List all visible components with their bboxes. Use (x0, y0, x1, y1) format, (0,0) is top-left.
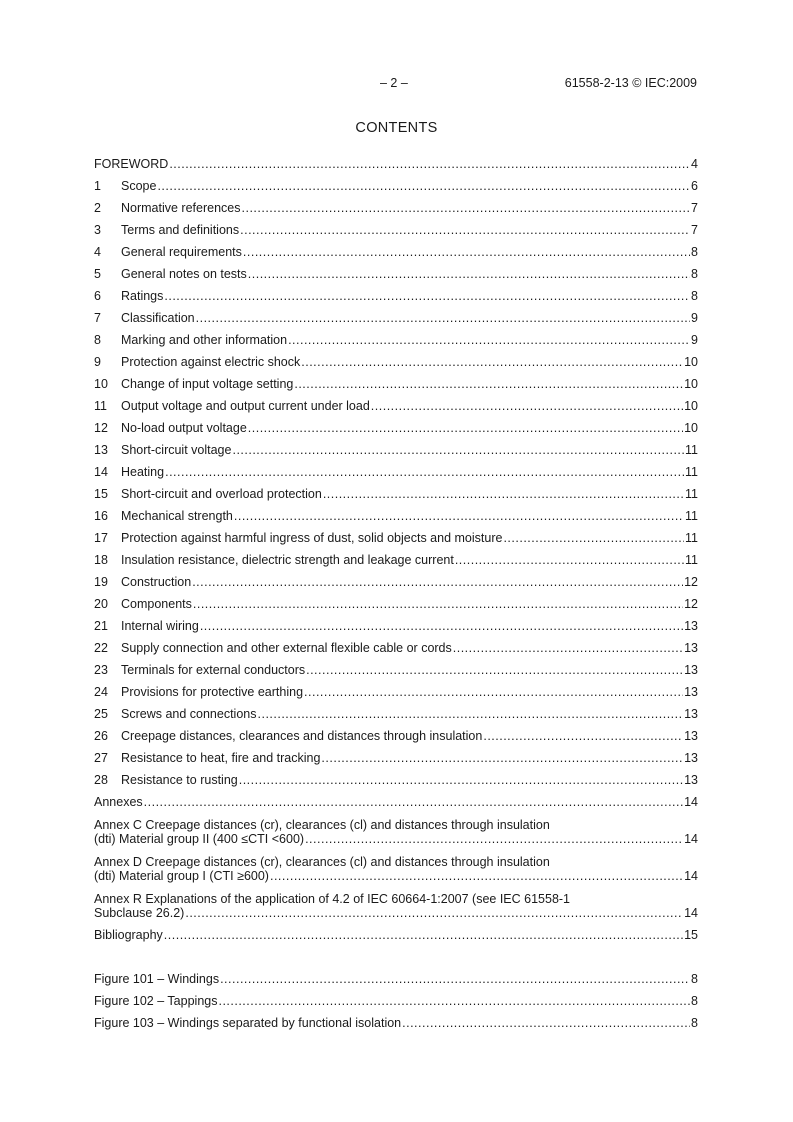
toc-entry-page: 13 (684, 685, 698, 699)
toc-entry-number: 26 (94, 729, 108, 743)
toc-entry[interactable] (94, 194, 698, 216)
toc-entry[interactable] (94, 546, 698, 568)
toc-entry-page: 13 (684, 751, 698, 765)
dot-leader (193, 597, 683, 611)
toc-entry-label: Insulation resistance, dielectric strength and leakage current (121, 553, 454, 567)
toc-entry-page: 9 (691, 311, 698, 325)
toc-entry-page: 10 (684, 377, 698, 391)
toc-entry-page: 9 (691, 333, 698, 347)
toc-entry-label: Bibliography (94, 928, 163, 942)
dot-leader (453, 641, 683, 655)
annex-entry-continuation: (dti) Material group I (CTI ≥600) (94, 869, 269, 883)
toc-entry[interactable] (94, 370, 698, 392)
dot-leader (301, 355, 683, 369)
annex-entry-continuation: (dti) Material group II (400 ≤CTI <600) (94, 832, 305, 846)
toc-entry-label: Output voltage and output current under load (121, 399, 370, 413)
toc-entry-label: Components (121, 597, 192, 611)
toc-entry-number: 8 (94, 333, 101, 347)
dot-leader (248, 421, 683, 435)
toc-entry-page: 14 (684, 832, 698, 846)
toc-entry-label: Resistance to rusting (121, 773, 238, 787)
toc-entry-page: 14 (684, 795, 698, 809)
toc-entry-page: 8 (691, 972, 698, 986)
toc-entry-label: Resistance to heat, fire and tracking (121, 751, 321, 765)
toc-entry-label: No-load output voltage (121, 421, 247, 435)
toc-entry-label: FOREWORD (94, 157, 169, 171)
toc-entry-page: 11 (685, 465, 698, 479)
toc-entry[interactable] (94, 172, 698, 194)
toc-figure-entry[interactable] (94, 1009, 698, 1031)
toc-entry-label: Protection against electric shock (121, 355, 301, 369)
toc-entry-label: Internal wiring (121, 619, 199, 633)
toc-entry-label: General requirements (121, 245, 242, 259)
dot-leader (240, 223, 690, 237)
toc-entry-number: 20 (94, 597, 108, 611)
toc-entry-number: 2 (94, 201, 101, 215)
toc-entry-number: 28 (94, 773, 108, 787)
dot-leader (164, 289, 690, 303)
toc-entry-number: 9 (94, 355, 101, 369)
toc-entry-number: 15 (94, 487, 108, 501)
dot-leader (503, 531, 684, 545)
section-gap (94, 943, 698, 965)
toc-entry-number: 12 (94, 421, 108, 435)
toc-entry-number: 13 (94, 443, 108, 457)
dot-leader (483, 729, 683, 743)
toc-entry-page: 11 (685, 509, 698, 523)
toc-entry-label: Terms and definitions (121, 223, 240, 237)
toc-entry-label: Creepage distances, clearances and distances through insulation (121, 729, 483, 743)
annex-entry-title: Annex C Creepage distances (cr), clearances (cl) and distances through insulation (94, 818, 550, 832)
toc-entry[interactable] (94, 436, 698, 458)
table-of-contents (94, 150, 698, 1031)
dot-leader (196, 311, 690, 325)
toc-entry-number: 4 (94, 245, 101, 259)
toc-entry[interactable] (94, 634, 698, 656)
annex-entry-continuation: Subclause 26.2) (94, 906, 185, 920)
toc-annex-entry[interactable] (94, 810, 698, 847)
dot-leader (294, 377, 683, 391)
toc-entry-number: 27 (94, 751, 108, 765)
toc-entry[interactable] (94, 480, 698, 502)
toc-figure-entry[interactable] (94, 987, 698, 1009)
toc-entry-number: 3 (94, 223, 101, 237)
toc-entry-number: 5 (94, 267, 101, 281)
toc-entry-label: Terminals for external conductors (121, 663, 306, 677)
dot-leader (220, 972, 690, 986)
toc-entry-label: Change of input voltage setting (121, 377, 294, 391)
toc-entry-page: 11 (685, 487, 698, 501)
toc-entry[interactable] (94, 678, 698, 700)
toc-entry-page: 13 (684, 619, 698, 633)
toc-bibliography[interactable] (94, 921, 698, 943)
toc-entry[interactable] (94, 590, 698, 612)
toc-entry-number: 22 (94, 641, 108, 655)
annex-entry-last-line (94, 906, 698, 920)
toc-entry-page: 13 (684, 707, 698, 721)
toc-entry-label: Protection against harmful ingress of dust, solid objects and moisture (121, 531, 503, 545)
annex-entry-text (94, 855, 698, 883)
toc-entry-page: 13 (684, 773, 698, 787)
toc-entry-page: 10 (684, 355, 698, 369)
toc-entry-page: 12 (684, 597, 698, 611)
dot-leader (218, 994, 690, 1008)
dot-leader (248, 267, 690, 281)
toc-entry-page: 8 (691, 994, 698, 1008)
toc-entry-page: 4 (691, 157, 698, 171)
toc-entry-label: Short-circuit voltage (121, 443, 232, 457)
toc-entry-page: 11 (685, 531, 698, 545)
toc-entry-label: Figure 101 – Windings (94, 972, 220, 986)
toc-entry-page: 10 (684, 421, 698, 435)
dot-leader (185, 906, 683, 920)
dot-leader (164, 928, 683, 942)
annex-entry-text (94, 892, 698, 920)
annex-entry-title: Annex D Creepage distances (cr), clearances (cl) and distances through insulation (94, 855, 550, 869)
annex-entry-last-line (94, 869, 698, 883)
toc-entry-number: 23 (94, 663, 108, 677)
toc-entry-number: 6 (94, 289, 101, 303)
toc-entry[interactable] (94, 766, 698, 788)
toc-entry[interactable] (94, 392, 698, 414)
toc-entry[interactable] (94, 238, 698, 260)
toc-entry-label: Normative references (121, 201, 241, 215)
toc-entry-page: 11 (685, 443, 698, 457)
dot-leader (157, 179, 690, 193)
toc-entry-page: 15 (684, 928, 698, 942)
toc-entry-page: 8 (691, 267, 698, 281)
dot-leader (402, 1016, 690, 1030)
toc-annex-entry[interactable] (94, 847, 698, 884)
annex-entry-text (94, 818, 698, 846)
toc-entry-label: Construction (121, 575, 192, 589)
dot-leader (234, 509, 684, 523)
toc-entry[interactable] (94, 304, 698, 326)
dot-leader (306, 663, 683, 677)
toc-entry-page: 13 (684, 729, 698, 743)
toc-entry[interactable] (94, 700, 698, 722)
toc-entry-label: Scope (121, 179, 157, 193)
toc-entry-number: 11 (94, 399, 107, 413)
toc-entry[interactable] (94, 524, 698, 546)
toc-entry-label: Marking and other information (121, 333, 288, 347)
dot-leader (304, 685, 683, 699)
dot-leader (455, 553, 684, 567)
toc-entry[interactable] (94, 326, 698, 348)
toc-entry-label: Annexes (94, 795, 143, 809)
toc-entry[interactable] (94, 788, 698, 810)
toc-entry-label: Mechanical strength (121, 509, 233, 523)
toc-entry-page: 7 (691, 201, 698, 215)
toc-entry-label: Heating (121, 465, 165, 479)
toc-entry-label: Classification (121, 311, 195, 325)
annex-entry-last-line (94, 832, 698, 846)
toc-entry-number: 19 (94, 575, 108, 589)
toc-entry-label: General notes on tests (121, 267, 247, 281)
toc-entry-label: Figure 102 – Tappings (94, 994, 218, 1008)
annex-entry-body (94, 855, 698, 883)
toc-entry[interactable] (94, 568, 698, 590)
dot-leader (232, 443, 684, 457)
dot-leader (288, 333, 690, 347)
toc-entry-number: 25 (94, 707, 108, 721)
dot-leader (200, 619, 683, 633)
toc-entry-number: 16 (94, 509, 108, 523)
toc-entry-number: 17 (94, 531, 108, 545)
contents-title: CONTENTS (355, 120, 438, 136)
toc-entry-label: Supply connection and other external flexible cable or cords (121, 641, 452, 655)
toc-entry-page: 7 (691, 223, 698, 237)
annex-entry-title: Annex R Explanations of the application of 4.2 of IEC 60664-1:2007 (see IEC 61558-1 (94, 892, 571, 906)
toc-entry-page: 14 (684, 869, 698, 883)
toc-entry-page: 11 (685, 553, 698, 567)
toc-entry-page: 8 (691, 1016, 698, 1030)
dot-leader (144, 795, 683, 809)
toc-entry[interactable] (94, 414, 698, 436)
dot-leader (270, 869, 683, 883)
toc-entry-label: Short-circuit and overload protection (121, 487, 322, 501)
toc-entry-page: 6 (691, 179, 698, 193)
toc-entry[interactable] (94, 722, 698, 744)
toc-entry-page: 12 (684, 575, 698, 589)
toc-entry-page: 13 (684, 641, 698, 655)
dot-leader (305, 832, 683, 846)
dot-leader (242, 201, 691, 215)
toc-entry[interactable] (94, 260, 698, 282)
toc-entry-label: Screws and connections (121, 707, 257, 721)
annex-entry-body (94, 892, 698, 920)
dot-leader (239, 773, 683, 787)
toc-entry-number: 24 (94, 685, 108, 699)
dot-leader (321, 751, 683, 765)
dot-leader (169, 157, 690, 171)
dot-leader (323, 487, 684, 501)
dot-leader (371, 399, 683, 413)
toc-entry-number: 7 (94, 311, 101, 325)
toc-entry-page: 14 (684, 906, 698, 920)
toc-entry[interactable] (94, 458, 698, 480)
toc-entry-label: Ratings (121, 289, 164, 303)
toc-entry[interactable] (94, 744, 698, 766)
page-header (0, 76, 793, 96)
dot-leader (258, 707, 684, 721)
toc-entry-page: 13 (684, 663, 698, 677)
toc-entry-page: 8 (691, 245, 698, 259)
page-number: – 2 – (380, 76, 408, 90)
toc-entry-page: 8 (691, 289, 698, 303)
toc-entry[interactable] (94, 282, 698, 304)
toc-entry[interactable] (94, 216, 698, 238)
dot-leader (165, 465, 684, 479)
toc-entry[interactable] (94, 656, 698, 678)
annex-entry-body (94, 818, 698, 846)
toc-entry-number: 21 (94, 619, 108, 633)
toc-entry[interactable] (94, 612, 698, 634)
toc-entry[interactable] (94, 150, 698, 172)
toc-entry[interactable] (94, 502, 698, 524)
toc-entry[interactable] (94, 348, 698, 370)
toc-entry-label: Figure 103 – Windings separated by functional isolation (94, 1016, 402, 1030)
dot-leader (192, 575, 683, 589)
dot-leader (243, 245, 690, 259)
toc-entry-label: Provisions for protective earthing (121, 685, 304, 699)
toc-entry-number: 1 (94, 179, 101, 193)
toc-figure-entry[interactable] (94, 965, 698, 987)
toc-entry-page: 10 (684, 399, 698, 413)
toc-entry-number: 14 (94, 465, 108, 479)
toc-entry-number: 18 (94, 553, 108, 567)
toc-entry-number: 10 (94, 377, 108, 391)
document-identifier: 61558-2-13 © IEC:2009 (564, 76, 697, 90)
toc-annex-entry[interactable] (94, 884, 698, 921)
